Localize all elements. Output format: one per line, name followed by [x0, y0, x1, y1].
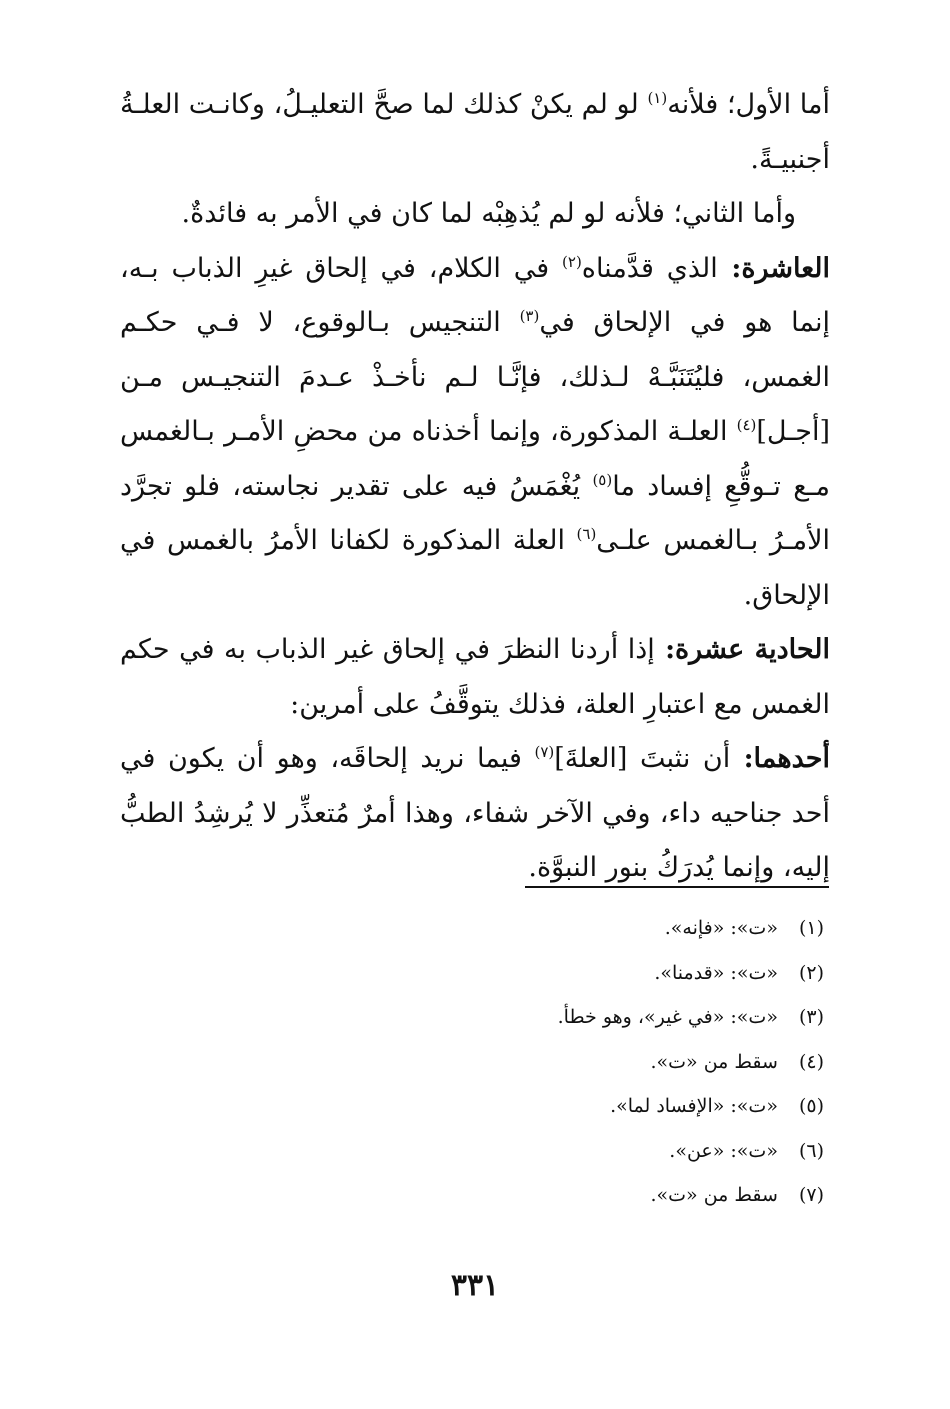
footnote-7	[120, 1173, 824, 1218]
footnote-number: (٥)	[798, 1095, 824, 1117]
footnote-text: سقط من «ت».	[650, 1050, 778, 1073]
footnote-marker-3: (٣)	[519, 307, 540, 325]
footnote-text: «ت»: «قدمنا».	[654, 961, 778, 984]
footnote-marker-4: (٤)	[736, 416, 757, 434]
text-run: أما الأول؛ فلأنه	[667, 89, 830, 120]
main-text	[120, 78, 830, 896]
footnote-1	[120, 906, 824, 951]
section-heading-tenth: العاشرة:	[717, 252, 830, 284]
footnote-4	[120, 1040, 824, 1085]
text-run: وأما الثاني؛ فلأنه لو لم يُذهِبْه لما كان في الأمر به فائدةٌ.	[181, 198, 796, 229]
footnote-separator	[525, 886, 829, 888]
footnote-marker-6: (٦)	[576, 525, 597, 543]
paragraph-eleventh	[120, 623, 830, 732]
footnote-text: «ت»: «عن».	[669, 1139, 778, 1162]
text-run: العلـة المذكورة، وإنما أخذناه من محضِ الأمـر بـالغمس مـع تـوقُّعِ إفساد ما	[120, 416, 831, 502]
text-run: في الكلام، في إلحاق غيرِ الذباب بـه، إنما هو في الإلحاق في	[120, 252, 831, 338]
footnote-marker-7: (٧)	[534, 743, 555, 761]
text-run: لو لم يكنْ كذلك لما صحَّ التعليـلُ، وكانـت العلـةُ أجنبيـةً.	[120, 89, 830, 175]
paragraph-first-point	[120, 78, 830, 187]
footnote-5	[120, 1084, 824, 1129]
footnote-marker-2: (٢)	[562, 252, 582, 271]
footnote-text: «ت»: «الإفساد لما».	[610, 1095, 778, 1117]
footnote-number: (٤)	[798, 1050, 824, 1073]
section-heading-first-of-two: أحدهما:	[730, 743, 830, 774]
footnote-text: «ت»: «فإنه».	[664, 917, 778, 939]
paragraph-tenth	[120, 242, 830, 624]
footnote-marker-5: (٥)	[592, 470, 613, 489]
section-heading-eleventh: الحادية عشرة:	[654, 634, 831, 665]
footnotes	[120, 906, 824, 1218]
footnote-3	[120, 995, 824, 1040]
footnote-text: «ت»: «في غير»، وهو خطأ.	[557, 1006, 778, 1028]
text-run: أن نثبتَ [العلةَ]	[554, 743, 731, 774]
footnote-text: سقط من «ت».	[650, 1184, 778, 1206]
footnote-6	[120, 1129, 824, 1174]
footnote-marker-1: (١)	[647, 89, 668, 107]
text-run: الذي قدَّمناه	[581, 252, 718, 284]
text-run: يُغْمَسُ فيه على تقدير نجاسته، فلو تجرَّد الأمـرُ بـالغمس علـى	[120, 470, 830, 556]
footnote-number: (١)	[798, 917, 824, 939]
footnote-number: (٧)	[798, 1184, 824, 1206]
text-run: التنجيس بـالوقوع، لا فـي حكـم الغمس، فليُتَنَبَّـهْ لـذلك، فإنَّـا لـم نأخـذْ عـدمَ التنجيـس مـن [أجـل]	[120, 307, 830, 447]
text-run: العلة المذكورة لكفانا الأمرُ بالغمس في الإلحاق.	[120, 525, 830, 611]
footnote-number: (٦)	[798, 1139, 824, 1162]
paragraph-first-of-two	[120, 732, 830, 896]
paragraph-second-point	[120, 187, 830, 242]
text-run: إذا أردنا النظرَ في إلحاق غير الذباب به في حكم الغمس مع اعتبارِ العلة، فذلك يتوقَّفُ على أمرين:	[120, 634, 830, 720]
footnote-number: (٢)	[798, 961, 824, 984]
footnote-2	[120, 951, 824, 996]
footnote-number: (٣)	[798, 1006, 824, 1028]
page-number: ٣٣١	[450, 1268, 500, 1303]
text-run: فيما نريد إلحاقَه، وهو أن يكون في أحد جناحيه داء، وفي الآخر شفاء، وهذا أمرٌ مُتعذِّر لا يُرشِدُ الطبُّ إليه، وإنما يُدرَكُ بنور النبوَّة.	[120, 743, 830, 883]
